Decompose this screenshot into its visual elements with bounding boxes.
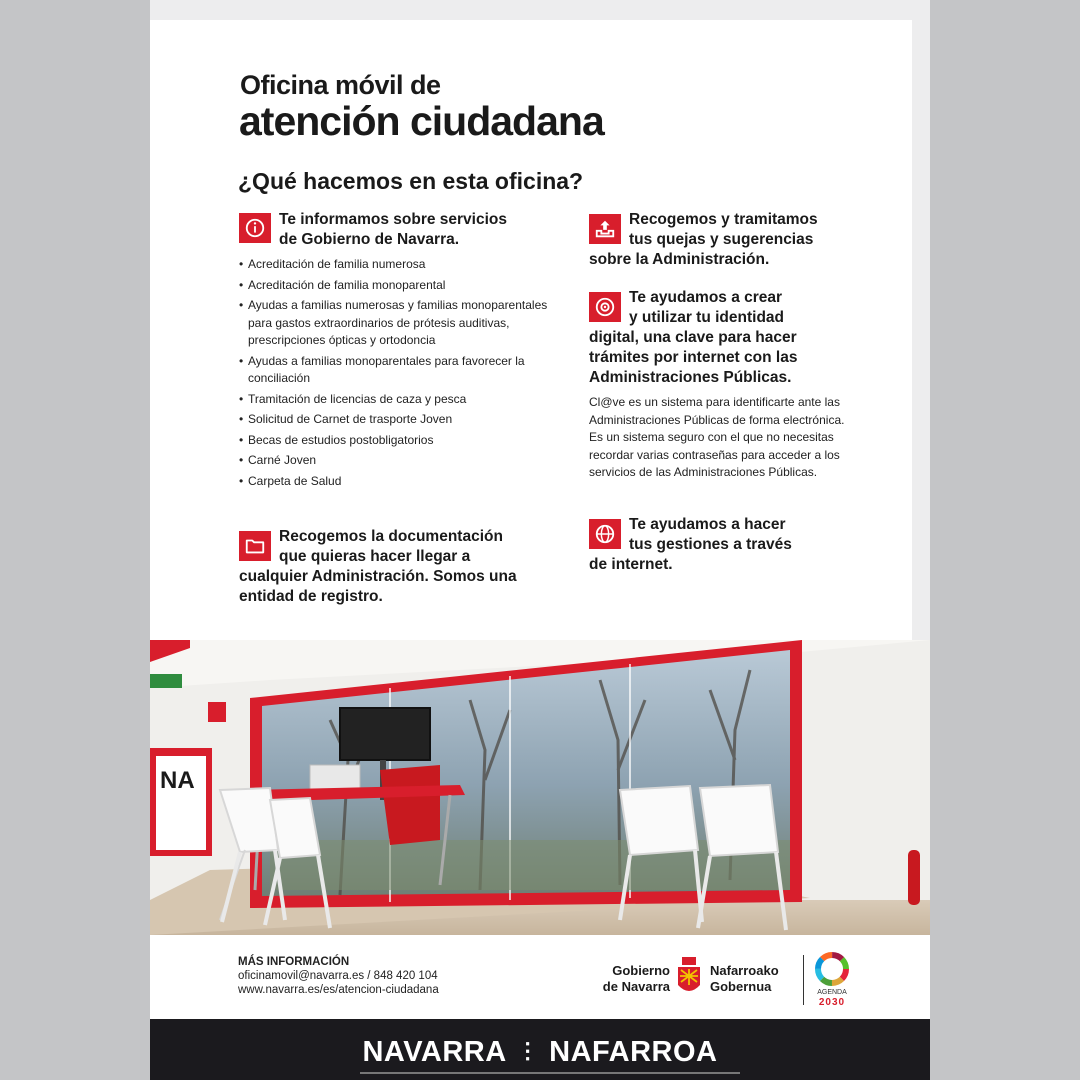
more-info-label: MÁS INFORMACIÓN: [238, 956, 350, 968]
list-item: • Carné Joven: [239, 452, 549, 470]
service-info-line1: Te informamos sobre servicios: [279, 211, 507, 228]
service-info: [239, 210, 559, 493]
na-sign-text: NA: [160, 767, 195, 794]
section-subtitle: ¿Qué hacemos en esta oficina?: [238, 168, 584, 194]
agenda-label: AGENDA: [817, 989, 847, 996]
gov-es-line2: de Navarra: [602, 979, 670, 994]
service-internet-line1: Te ayudamos a hacer: [629, 516, 786, 533]
gov-eu-line2: Gobernua: [710, 979, 772, 994]
office-photo: [150, 640, 930, 935]
title-line1: Oficina móvil de: [240, 70, 441, 100]
brand-separator-icon: ⋮: [516, 1038, 540, 1063]
website-line: www.navarra.es/es/atencion-ciudadana: [238, 984, 439, 996]
inbox-upload-icon: [589, 214, 621, 244]
list-item: • Tramitación de licencias de caza y pesca: [239, 391, 549, 409]
service-identity: [589, 288, 847, 482]
list-item: • Acreditación de familia numerosa: [239, 256, 549, 274]
poster-page: [150, 0, 930, 1080]
contact-info: [238, 955, 439, 997]
service-complaints: [589, 210, 849, 270]
service-internet-rest: de internet.: [589, 556, 673, 573]
service-documents-rest: cualquier Administración. Somos una entidad de registro.: [239, 568, 517, 605]
service-complaints-rest: sobre la Administración.: [589, 251, 770, 268]
folder-icon: [239, 531, 271, 561]
brand-underline: [360, 1072, 740, 1074]
service-info-line2: de Gobierno de Navarra.: [279, 231, 460, 248]
brand-left: NAVARRA: [362, 1036, 507, 1068]
gov-eu-line1: Nafarroako: [710, 963, 779, 978]
service-documents: [239, 527, 549, 607]
list-item: • Ayudas a familias monoparentales para favorecer la conciliación: [239, 353, 549, 388]
service-internet-line2: tus gestiones a través: [629, 536, 792, 553]
agenda-year: 2030: [818, 997, 846, 1008]
service-complaints-line1: Recogemos y tramitamos: [629, 211, 818, 228]
brand-right: NAFARROA: [549, 1036, 718, 1068]
service-identity-rest: digital, una clave para hacer trámites por internet con las Administraciones Públicas.: [589, 329, 798, 386]
service-documents-line1: Recogemos la documentación: [279, 528, 503, 545]
gov-es-line1: Gobierno: [612, 963, 670, 978]
brand-wordmark: [150, 1036, 930, 1069]
title-line2: atención ciudadana: [239, 98, 604, 144]
service-complaints-line2: tus quejas y sugerencias: [629, 231, 814, 248]
service-identity-description: Cl@ve es un sistema para identificarte ante las Administraciones Públicas de forma electrónica. Es un sistema seguro con el que no necesitas recordar varias contraseñas para acceder a los servicios de las Administraciones Públicas.: [589, 395, 845, 479]
list-item: • Ayudas a familias numerosas y familias monoparentales para gastos extraordinarios de prótesis auditivas, prescripciones ópticas y ortodoncia: [239, 297, 549, 350]
service-internet: [589, 515, 849, 575]
government-logos: [590, 955, 890, 1010]
service-documents-line2: que quieras hacer llegar a: [279, 548, 471, 565]
digital-identity-icon: [589, 292, 621, 322]
service-identity-line2: y utilizar tu identidad: [629, 309, 785, 326]
navarra-coat-of-arms-icon: [676, 955, 702, 999]
list-item: • Becas de estudios postobligatorios: [239, 432, 549, 450]
list-item: • Solicitud de Carnet de trasporte Joven: [239, 411, 549, 429]
right-strip: [912, 0, 930, 640]
list-item: • Acreditación de familia monoparental: [239, 277, 549, 295]
agenda-2030-icon: [812, 949, 852, 989]
service-identity-line1: Te ayudamos a crear: [629, 289, 783, 306]
logo-divider: [803, 955, 804, 1005]
info-icon: [239, 213, 271, 243]
top-strip: [150, 0, 930, 20]
service-info-list: [239, 256, 549, 490]
list-item: • Carpeta de Salud: [239, 473, 549, 491]
globe-icon: [589, 519, 621, 549]
contact-line: oficinamovil@navarra.es / 848 420 104: [238, 970, 438, 982]
